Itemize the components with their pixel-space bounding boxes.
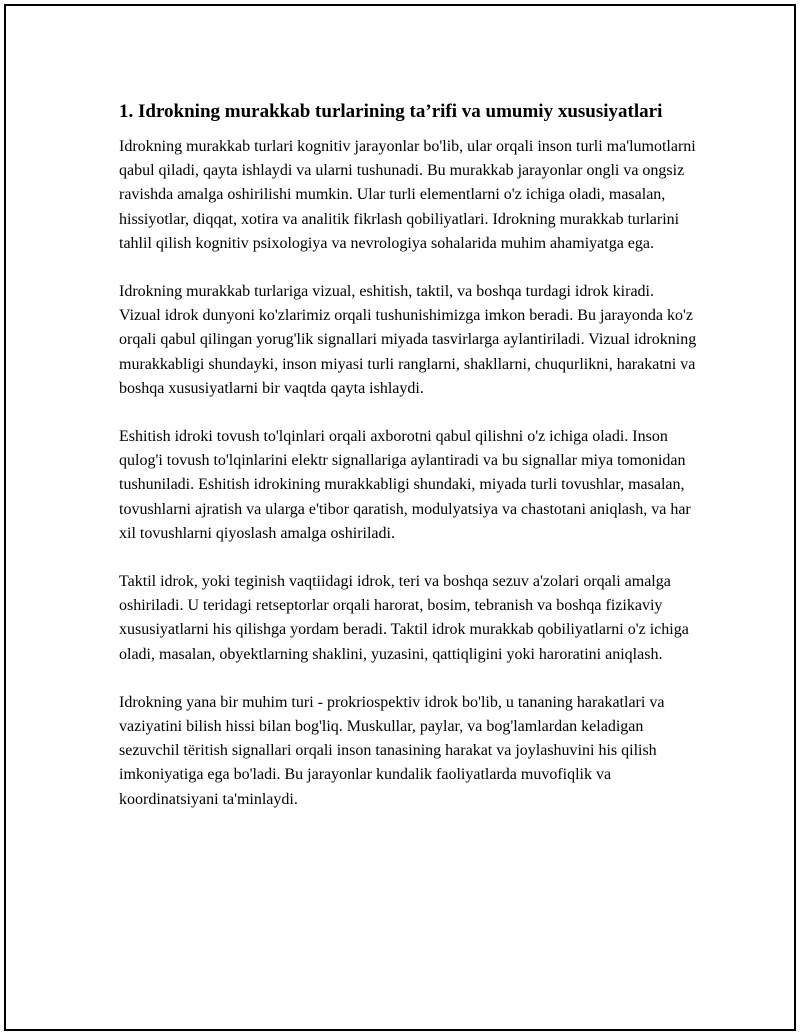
paragraph-1: Idrokning murakkab turlari kognitiv jarayonlar bo'lib, ular orqali inson turli ma'lumotlarni qabul qiladi, qayta ishlaydi va ularni tushunadi. Bu murakkab jarayonlar ongli va ongsiz ravishda amalga oshirilishi mumkin. Ular turli elementlarni o'z ichiga oladi, masalan, hissiyotlar, diqqat, xotira va analitik fikrlash qobiliyatlari. Idrokning murakkab turlarini tahlil qilish kognitiv psixologiya va nevrologiya sohalarida muhim ahamiyatga ega. bbox=[119, 138, 696, 252]
paragraph-4: Taktil idrok, yoki teginish vaqtiidagi idrok, teri va boshqa sezuv a'zolari orqali amalga oshiriladi. U teridagi retseptorlar orqali harorat, bosim, tebranish va boshqa fizikaviy xususiyatlarni his qilishga yordam beradi. Taktil idrok murakkab qobiliyatlarni o'z ichiga oladi, masalan, obyektlarning shaklini, yuzasini, qattiqligini yoki haroratini aniqlash. bbox=[119, 573, 689, 663]
paragraph-2: Idrokning murakkab turlariga vizual, eshitish, taktil, va boshqa turdagi idrok kiradi. Vizual idrok dunyoni ko'zlarimiz orqali tushunishimizga imkon beradi. Bu jarayonda ko'z orqali qabul qilingan yorug'lik signallari miyada tasvirlarga aylantiriladi. Vizual idrokning murakkabligi shundayki, inson miyasi turli ranglarni, shakllarni, chuqurlikni, harakatni va boshqa xususiyatlarni bir vaqtda qayta ishlaydi. bbox=[119, 283, 697, 397]
paragraph-3: Eshitish idroki tovush to'lqinlari orqali axborotni qabul qilishni o'z ichiga oladi. Inson qulog'i tovush to'lqinlarini elektr signallariga aylantiradi va bu signallar miya tomonidan tushuniladi. Eshitish idrokining murakkabligi shundaki, miyada turli tovushlar, masalan, tovushlarni ajratish va ularga e'tibor qaratish, modulyatsiya va chastotani aniqlash, va har xil tovushlarni qiyoslash amalga oshiriladi. bbox=[119, 428, 691, 542]
section-heading: 1. Idrokning murakkab turlarining ta’rifi va umumiy xususiyatlari bbox=[119, 101, 663, 122]
document-page bbox=[4, 4, 796, 1031]
paragraph-5: Idrokning yana bir muhim turi - prokriospektiv idrok bo'lib, u tananing harakatlari va vaziyatini bilish hissi bilan bog'liq. Muskullar, paylar, va bog'lamlardan keladigan sezuvchil tëritish signallari orqali inson tanasining harakat va joylashuvini his qilish imkoniyatiga ega bo'ladi. Bu jarayonlar kundalik faoliyatlarda muvofiqlik va koordinatsiyani ta'minlaydi. bbox=[119, 693, 665, 808]
document-body bbox=[119, 98, 699, 836]
